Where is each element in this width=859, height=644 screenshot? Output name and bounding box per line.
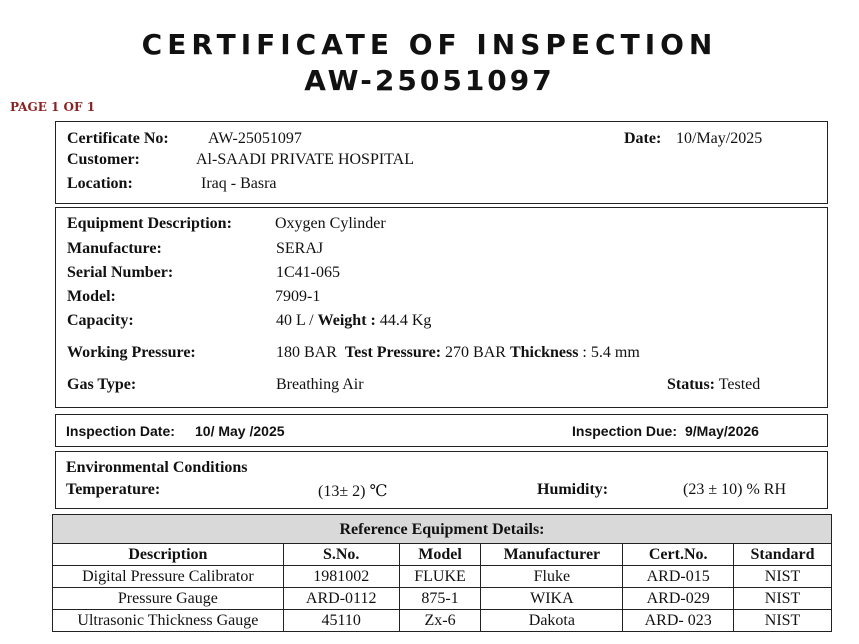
certificate-number-label: Certificate No: bbox=[67, 130, 169, 147]
test-pressure-label: Test Pressure: bbox=[344, 344, 442, 361]
thickness-value: : 5.4 mm bbox=[582, 344, 640, 361]
serial-number-label: Serial Number: bbox=[67, 264, 174, 281]
column-header: Manufacturer bbox=[481, 544, 623, 566]
table-cell: Dakota bbox=[481, 610, 623, 632]
humidity-label: Humidity: bbox=[537, 481, 609, 498]
table-cell: Pressure Gauge bbox=[53, 588, 284, 610]
table-cell: NIST bbox=[734, 566, 832, 588]
reference-table-header-row bbox=[53, 544, 832, 566]
working-pressure-value: 180 BAR bbox=[276, 344, 337, 361]
weight-label: Weight : bbox=[317, 312, 376, 329]
environment-heading: Environmental Conditions bbox=[66, 459, 248, 476]
table-row bbox=[53, 566, 832, 588]
model-value: 7909-1 bbox=[275, 288, 321, 305]
inspection-due-value: 9/May/2026 bbox=[685, 423, 759, 439]
serial-number-value: 1C41-065 bbox=[276, 264, 340, 281]
test-pressure-value: 270 BAR bbox=[445, 344, 506, 361]
table-cell: Zx-6 bbox=[399, 610, 481, 632]
table-cell: FLUKE bbox=[399, 566, 481, 588]
equipment-description-label: Equipment Description: bbox=[67, 215, 232, 232]
status-label: Status: bbox=[667, 376, 716, 393]
column-header: Description bbox=[53, 544, 284, 566]
weight-value: 44.4 Kg bbox=[379, 312, 432, 329]
column-header: Model bbox=[399, 544, 481, 566]
table-cell: Digital Pressure Calibrator bbox=[53, 566, 284, 588]
table-cell: ARD-015 bbox=[623, 566, 734, 588]
gas-type-label: Gas Type: bbox=[67, 376, 137, 393]
table-row bbox=[53, 588, 832, 610]
pressure-line bbox=[276, 344, 640, 362]
temperature-label: Temperature: bbox=[66, 481, 161, 498]
certificate-title: CERTIFICATE OF INSPECTION bbox=[141, 28, 718, 61]
capacity-weight-line bbox=[276, 312, 431, 330]
column-header: Cert.No. bbox=[623, 544, 734, 566]
column-header: Standard bbox=[734, 544, 832, 566]
customer-label: Customer: bbox=[67, 151, 140, 168]
reference-table-title: Reference Equipment Details: bbox=[53, 515, 832, 544]
location-value: Iraq - Basra bbox=[201, 175, 277, 192]
humidity-value: (23 ± 10) % RH bbox=[683, 481, 786, 498]
capacity-value: 40 L / bbox=[276, 312, 314, 329]
equipment-description-value: Oxygen Cylinder bbox=[275, 215, 386, 232]
page-label: PAGE 1 OF 1 bbox=[10, 100, 96, 114]
date-label: Date: bbox=[624, 130, 662, 147]
reference-equipment-table bbox=[52, 514, 832, 632]
table-cell: ARD- 023 bbox=[623, 610, 734, 632]
capacity-label: Capacity: bbox=[67, 312, 134, 329]
temperature-value: (13± 2) ℃ bbox=[318, 483, 388, 500]
inspection-due-label: Inspection Due: bbox=[572, 423, 678, 439]
certificate-number-title: AW-25051097 bbox=[304, 64, 555, 97]
table-row bbox=[53, 610, 832, 632]
table-cell: Fluke bbox=[481, 566, 623, 588]
status-line bbox=[667, 376, 760, 394]
inspection-date-label: Inspection Date: bbox=[66, 423, 175, 439]
column-header: S.No. bbox=[283, 544, 399, 566]
table-cell: ARD-029 bbox=[623, 588, 734, 610]
model-label: Model: bbox=[67, 288, 116, 305]
location-label: Location: bbox=[67, 175, 133, 192]
gas-type-value: Breathing Air bbox=[276, 376, 364, 393]
table-cell: NIST bbox=[734, 588, 832, 610]
table-cell: 1981002 bbox=[283, 566, 399, 588]
date-value: 10/May/2025 bbox=[676, 130, 763, 147]
table-cell: 45110 bbox=[283, 610, 399, 632]
inspection-date-value: 10/ May /2025 bbox=[195, 423, 285, 439]
working-pressure-label: Working Pressure: bbox=[67, 344, 196, 361]
table-cell: Ultrasonic Thickness Gauge bbox=[53, 610, 284, 632]
manufacture-label: Manufacture: bbox=[67, 240, 162, 257]
certificate-number-value: AW-25051097 bbox=[208, 130, 302, 147]
manufacture-value: SERAJ bbox=[276, 240, 324, 257]
table-cell: 875-1 bbox=[399, 588, 481, 610]
customer-value: Al-SAADI PRIVATE HOSPITAL bbox=[196, 151, 414, 168]
thickness-label: Thickness bbox=[509, 344, 579, 361]
status-value: Tested bbox=[718, 376, 761, 393]
table-cell: NIST bbox=[734, 610, 832, 632]
table-cell: ARD-0112 bbox=[283, 588, 399, 610]
table-cell: WIKA bbox=[481, 588, 623, 610]
